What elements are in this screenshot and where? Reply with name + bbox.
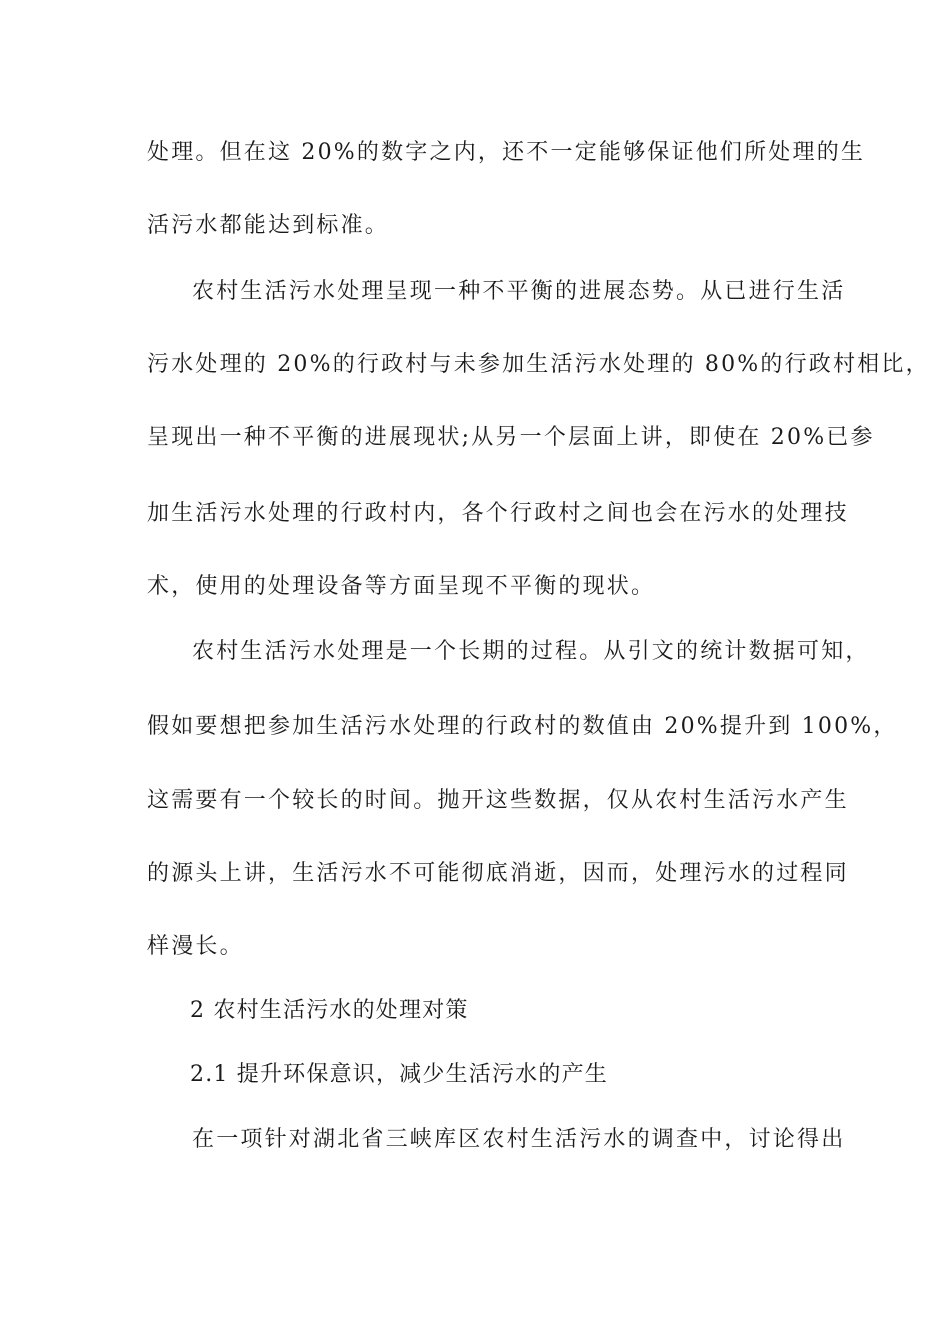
section-heading: 2 农村生活污水的处理对策 — [190, 998, 469, 1023]
paragraph-line: 的源头上讲，生活污水不可能彻底消逝，因而，处理污水的过程同 — [147, 861, 849, 886]
paragraph-line: 处理。但在这 20%的数字之内，还不一定能够保证他们所处理的生 — [147, 140, 866, 165]
paragraph-line: 这需要有一个较长的时间。抛开这些数据，仅从农村生活污水产生 — [147, 788, 849, 813]
paragraph-line: 农村生活污水处理是一个长期的过程。从引文的统计数据可知， — [192, 639, 870, 664]
subsection-heading: 2.1 提升环保意识，减少生活污水的产生 — [190, 1062, 608, 1087]
paragraph-line: 在一项针对湖北省三峡库区农村生活污水的调查中，讨论得出 — [192, 1127, 846, 1152]
paragraph-line: 污水处理的 20%的行政村与未参加生活污水处理的 80%的行政村相比， — [147, 352, 930, 377]
paragraph-line: 假如要想把参加生活污水处理的行政村的数值由 20%提升到 100%， — [147, 714, 898, 739]
paragraph-line: 农村生活污水处理呈现一种不平衡的进展态势。从已进行生活 — [192, 279, 846, 304]
paragraph-line: 加生活污水处理的行政村内，各个行政村之间也会在污水的处理技 — [147, 501, 849, 526]
paragraph-line: 术，使用的处理设备等方面呈现不平衡的现状。 — [147, 574, 656, 599]
paragraph-line: 活污水都能达到标准。 — [147, 213, 390, 238]
paragraph-line: 呈现出一种不平衡的进展现状;从另一个层面上讲，即使在 20%已参 — [147, 425, 875, 450]
paragraph-line: 样漫长。 — [147, 934, 244, 959]
